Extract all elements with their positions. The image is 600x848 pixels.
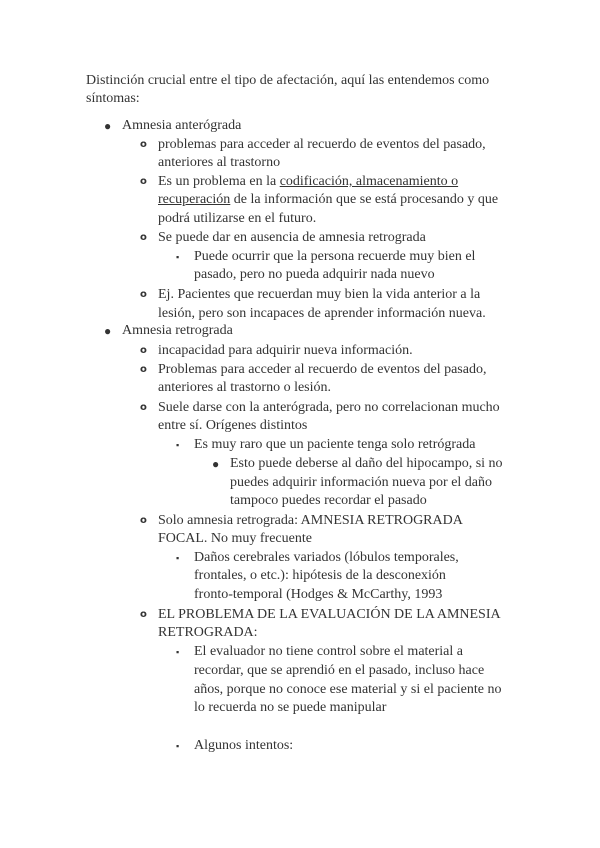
list-item-cont: podrá utilizarse en el futuro. xyxy=(158,211,317,226)
list-item-cont: RETROGRADA: xyxy=(158,625,258,640)
list-item xyxy=(158,173,458,191)
heading-anterograda: Amnesia anterógrada xyxy=(122,118,242,133)
list-item-cont: lo recuerda no se puede manipular xyxy=(194,700,387,715)
list-item: Daños cerebrales variados (lóbulos temporales, xyxy=(194,550,459,565)
list-item: problemas para acceder al recuerdo de eventos del pasado, xyxy=(158,137,486,152)
text-span: Es un problema en la xyxy=(158,174,280,189)
list-item-cont: frontales, o etc.): hipótesis de la desconexión xyxy=(194,568,446,583)
list-item-cont: fronto-temporal (Hodges & McCarthy, 1993 xyxy=(194,587,443,602)
bullet-level2: o xyxy=(140,515,147,526)
list-item: incapacidad para adquirir nueva información. xyxy=(158,343,413,358)
list-item: Ej. Pacientes que recuerdan muy bien la vida anterior a la xyxy=(158,287,481,302)
list-item: Suele darse con la anterógrada, pero no correlacionan mucho xyxy=(158,400,500,415)
list-item: EL PROBLEMA DE LA EVALUACIÓN DE LA AMNESIA xyxy=(158,607,501,622)
bullet-level2: o xyxy=(140,176,147,187)
underlined-text: recuperación xyxy=(158,192,231,207)
list-item-cont xyxy=(158,191,498,209)
text-span: de la información que se está procesando y que xyxy=(230,192,499,207)
bullet-level3: ▪ xyxy=(176,252,180,262)
list-item-cont: pasado, pero no pueda adquirir nada nuevo xyxy=(194,267,435,282)
list-item-cont: tampoco puedes recordar el pasado xyxy=(230,493,427,508)
underlined-text: codificación, almacenamiento o xyxy=(279,174,459,189)
list-item-cont: anteriores al trastorno xyxy=(158,155,281,170)
list-item-cont: FOCAL. No muy frecuente xyxy=(158,531,312,546)
bullet-level2: o xyxy=(140,139,147,150)
list-item: Esto puede deberse al daño del hipocampo, si no xyxy=(230,456,503,471)
bullet-level2: o xyxy=(140,289,147,300)
bullet-level2: o xyxy=(140,232,147,243)
bullet-level3: ▪ xyxy=(176,440,180,450)
list-item: Se puede dar en ausencia de amnesia retrograda xyxy=(158,230,426,245)
intro-line-2: síntomas: xyxy=(86,91,140,106)
heading-retrograda: Amnesia retrograda xyxy=(122,323,233,338)
list-item: Solo amnesia retrograda: AMNESIA RETROGRADA xyxy=(158,513,463,528)
list-item: Es muy raro que un paciente tenga solo retrógrada xyxy=(194,437,476,452)
list-item: Problemas para acceder al recuerdo de eventos del pasado, xyxy=(158,362,487,377)
intro-line-1: Distinción crucial entre el tipo de afectación, aquí las entendemos como xyxy=(86,73,490,88)
bullet-level4: ● xyxy=(212,457,220,471)
bullet-level2: o xyxy=(140,609,147,620)
list-item-cont: años, porque no conoce ese material y si el paciente no xyxy=(194,682,502,697)
bullet-level2: o xyxy=(140,364,147,375)
bullet-level3: ▪ xyxy=(176,647,180,657)
list-item-cont: puedes adquirir información nueva por el daño xyxy=(230,475,493,490)
bullet-level3: ▪ xyxy=(176,741,180,751)
bullet-level1: ● xyxy=(104,324,112,338)
list-item-cont: anteriores al trastorno o lesión. xyxy=(158,380,332,395)
list-item-cont: entre sí. Orígenes distintos xyxy=(158,418,308,433)
bullet-level2: o xyxy=(140,345,147,356)
list-item: Algunos intentos: xyxy=(194,738,294,753)
bullet-level3: ▪ xyxy=(176,553,180,563)
list-item: El evaluador no tiene control sobre el material a xyxy=(194,644,464,659)
bullet-level2: o xyxy=(140,402,147,413)
bullet-level1: ● xyxy=(104,119,112,133)
list-item-cont: recordar, que se aprendió en el pasado, incluso hace xyxy=(194,663,485,678)
list-item: Puede ocurrir que la persona recuerde muy bien el xyxy=(194,249,476,264)
list-item-cont: lesión, pero son incapaces de aprender información nueva. xyxy=(158,306,486,321)
